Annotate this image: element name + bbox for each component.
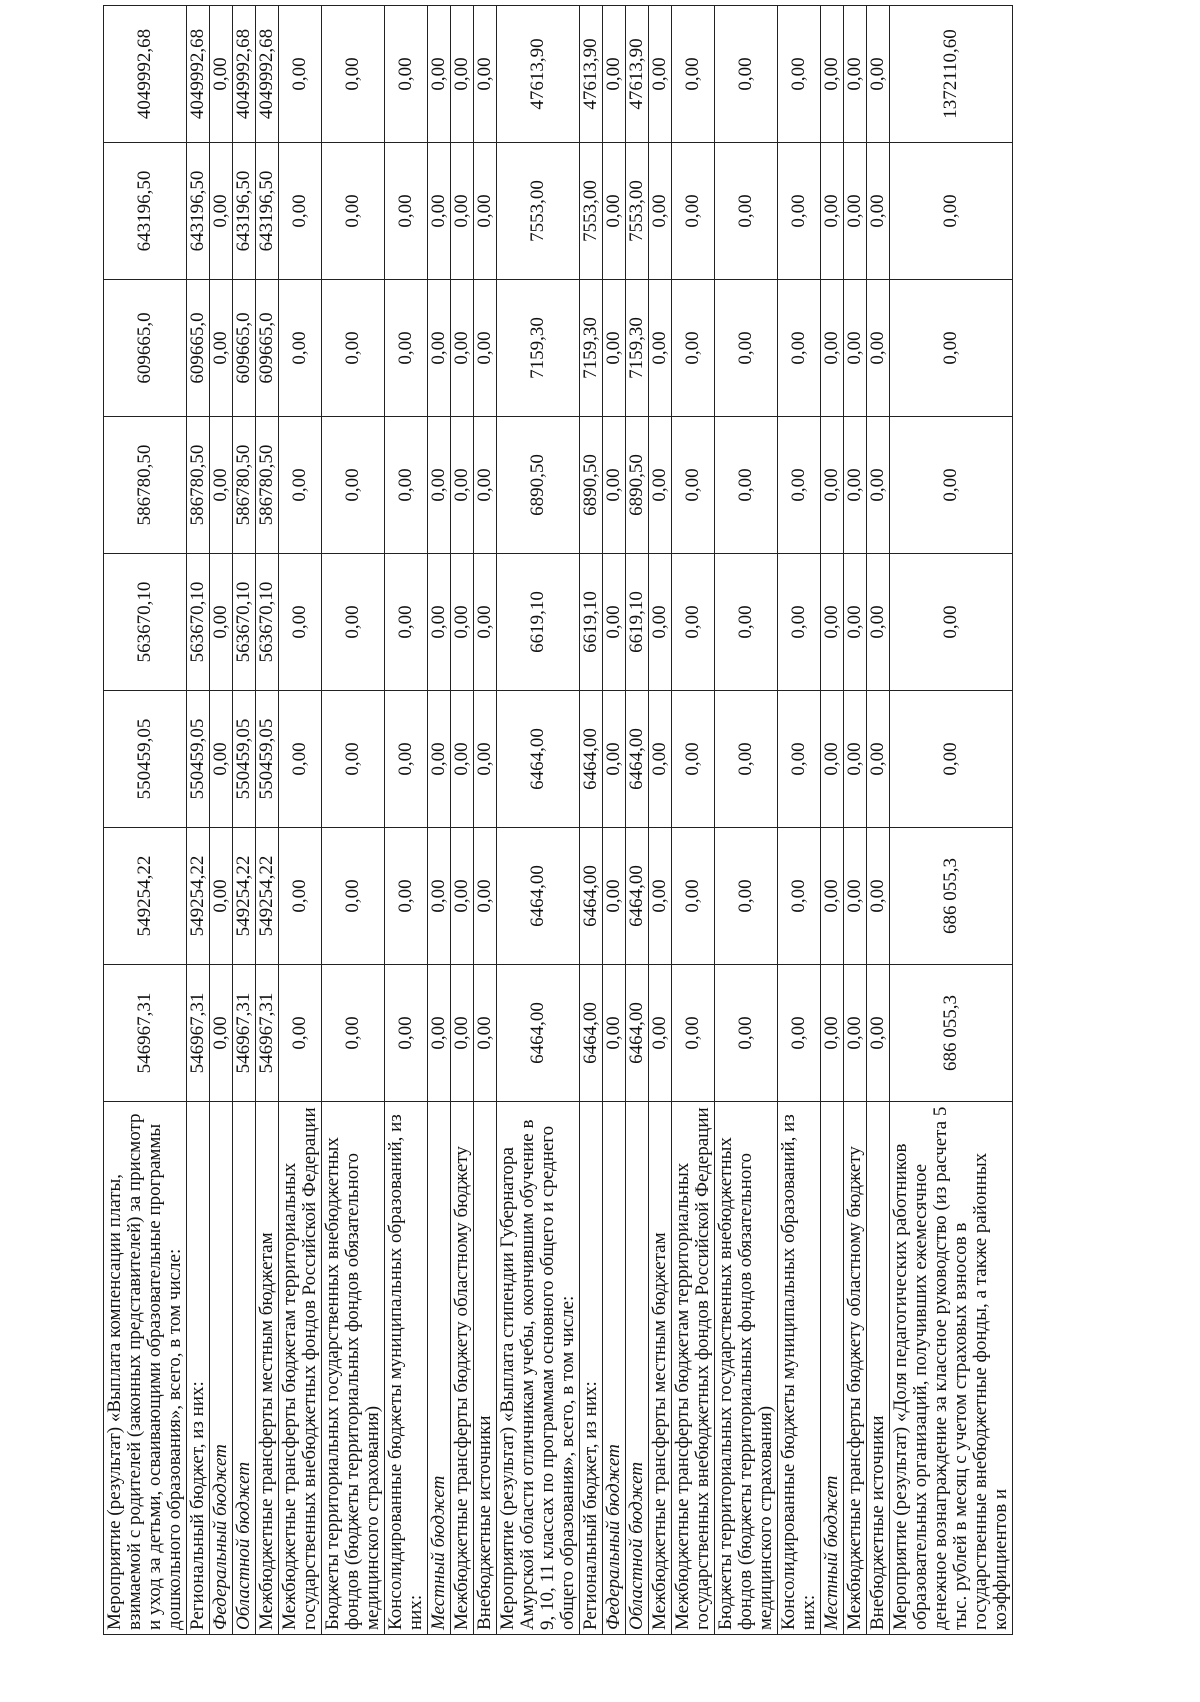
value-cell: 0,00 <box>844 6 867 143</box>
value-cell: 563670,10 <box>233 554 256 691</box>
value-cell: 6464,00 <box>626 828 649 965</box>
value-cell: 0,00 <box>844 828 867 965</box>
value-cell: 0,00 <box>428 417 451 554</box>
value-cell: 549254,22 <box>104 828 187 965</box>
table-row <box>428 6 451 1635</box>
value-cell: 0,00 <box>474 828 497 965</box>
value-cell: 563670,10 <box>104 554 187 691</box>
value-cell: 0,00 <box>890 554 1013 691</box>
value-cell: 0,00 <box>867 6 890 143</box>
value-cell: 47613,90 <box>626 6 649 143</box>
value-cell: 0,00 <box>210 965 233 1102</box>
value-cell: 0,00 <box>428 554 451 691</box>
table-row <box>715 6 778 1635</box>
value-cell: 0,00 <box>649 691 672 828</box>
value-cell: 0,00 <box>890 143 1013 280</box>
value-cell: 0,00 <box>821 6 844 143</box>
value-cell: 0,00 <box>672 691 715 828</box>
value-cell: 0,00 <box>474 6 497 143</box>
table-row <box>890 6 1013 1635</box>
row-label: Консолидированные бюджеты муниципальных образований, из них: <box>385 1102 428 1635</box>
value-cell: 0,00 <box>821 417 844 554</box>
table-row <box>844 6 867 1635</box>
value-cell: 0,00 <box>672 417 715 554</box>
value-cell: 7159,30 <box>626 280 649 417</box>
row-label: Межбюджетные трансферты бюджетам территориальных государственных внебюджетных фондов Российской Федерации <box>279 1102 322 1635</box>
value-cell: 0,00 <box>451 691 474 828</box>
value-cell: 0,00 <box>210 143 233 280</box>
value-cell: 6464,00 <box>497 828 580 965</box>
row-label: Межбюджетные трансферты местным бюджетам <box>649 1102 672 1635</box>
value-cell: 0,00 <box>778 6 821 143</box>
value-cell: 0,00 <box>867 691 890 828</box>
value-cell: 546967,31 <box>187 965 210 1102</box>
value-cell: 0,00 <box>210 691 233 828</box>
value-cell: 0,00 <box>210 417 233 554</box>
row-label: Внебюджетные источники <box>474 1102 497 1635</box>
row-label: Межбюджетные трансферты бюджетам территориальных государственных внебюджетных фондов Российской Федерации <box>672 1102 715 1635</box>
row-label: Бюджеты территориальных государственных внебюджетных фондов (бюджеты территориальных фондов обязательного медицинского страхования) <box>715 1102 778 1635</box>
row-label: Мероприятие (результат) «Доля педагогических работников образовательных организаций, получивших ежемесячное денежное вознаграждение за классное руководство (из расчета 5 тыс. рублей в месяц с учетом страховых взносов в государственные внебюджетные фонды, а также районных коэффициентов и <box>890 1102 1013 1635</box>
value-cell: 0,00 <box>322 691 385 828</box>
value-cell: 47613,90 <box>580 6 603 143</box>
value-cell: 0,00 <box>474 965 497 1102</box>
table-row <box>279 6 322 1635</box>
value-cell: 0,00 <box>451 6 474 143</box>
value-cell: 0,00 <box>867 828 890 965</box>
value-cell: 0,00 <box>649 143 672 280</box>
value-cell: 0,00 <box>821 828 844 965</box>
value-cell: 546967,31 <box>233 965 256 1102</box>
value-cell: 7553,00 <box>580 143 603 280</box>
row-label: Федеральный бюджет <box>210 1102 233 1635</box>
value-cell: 563670,10 <box>187 554 210 691</box>
row-label: Областной бюджет <box>626 1102 649 1635</box>
table-row <box>672 6 715 1635</box>
row-label: Межбюджетные трансферты бюджету областному бюджету <box>451 1102 474 1635</box>
value-cell: 0,00 <box>603 143 626 280</box>
value-cell: 0,00 <box>715 691 778 828</box>
value-cell: 0,00 <box>672 965 715 1102</box>
value-cell: 0,00 <box>322 143 385 280</box>
value-cell: 0,00 <box>279 417 322 554</box>
value-cell: 6619,10 <box>626 554 649 691</box>
table-row <box>233 6 256 1635</box>
value-cell: 4049992,68 <box>256 6 279 143</box>
value-cell: 550459,05 <box>256 691 279 828</box>
value-cell: 586780,50 <box>187 417 210 554</box>
row-label: Региональный бюджет, из них: <box>187 1102 210 1635</box>
value-cell: 0,00 <box>322 417 385 554</box>
value-cell: 4049992,68 <box>233 6 256 143</box>
value-cell: 0,00 <box>474 143 497 280</box>
row-label: Региональный бюджет, из них: <box>580 1102 603 1635</box>
value-cell: 0,00 <box>649 417 672 554</box>
value-cell: 0,00 <box>778 143 821 280</box>
value-cell: 0,00 <box>428 6 451 143</box>
row-label: Мероприятие (результат) «Выплата стипендии Губернатора Амурской области отличникам учебы, окончившим обучение в 9, 10, 11 классах по программам основного общего и среднего общего образования», всего, в том числе: <box>497 1102 580 1635</box>
value-cell: 0,00 <box>322 828 385 965</box>
row-label: Федеральный бюджет <box>603 1102 626 1635</box>
value-cell: 0,00 <box>867 417 890 554</box>
value-cell: 0,00 <box>210 6 233 143</box>
value-cell: 0,00 <box>844 280 867 417</box>
value-cell: 0,00 <box>672 554 715 691</box>
value-cell: 0,00 <box>649 828 672 965</box>
value-cell: 0,00 <box>890 280 1013 417</box>
value-cell: 0,00 <box>279 554 322 691</box>
value-cell: 609665,0 <box>104 280 187 417</box>
value-cell: 0,00 <box>715 965 778 1102</box>
value-cell: 4049992,68 <box>187 6 210 143</box>
value-cell: 0,00 <box>428 143 451 280</box>
value-cell: 0,00 <box>649 965 672 1102</box>
value-cell: 643196,50 <box>187 143 210 280</box>
value-cell: 550459,05 <box>104 691 187 828</box>
value-cell: 0,00 <box>279 691 322 828</box>
value-cell: 643196,50 <box>256 143 279 280</box>
value-cell: 0,00 <box>210 554 233 691</box>
value-cell: 609665,0 <box>256 280 279 417</box>
row-label: Межбюджетные трансферты местным бюджетам <box>256 1102 279 1635</box>
value-cell: 0,00 <box>210 280 233 417</box>
value-cell: 609665,0 <box>187 280 210 417</box>
value-cell: 4049992,68 <box>104 6 187 143</box>
value-cell: 6464,00 <box>626 691 649 828</box>
value-cell: 0,00 <box>672 280 715 417</box>
value-cell: 0,00 <box>890 691 1013 828</box>
value-cell: 550459,05 <box>233 691 256 828</box>
value-cell: 6890,50 <box>580 417 603 554</box>
value-cell: 0,00 <box>428 965 451 1102</box>
value-cell: 0,00 <box>844 417 867 554</box>
value-cell: 0,00 <box>649 554 672 691</box>
row-label: Областной бюджет <box>233 1102 256 1635</box>
value-cell: 563670,10 <box>256 554 279 691</box>
value-cell: 549254,22 <box>256 828 279 965</box>
value-cell: 0,00 <box>603 828 626 965</box>
value-cell: 1372110,60 <box>890 6 1013 143</box>
value-cell: 0,00 <box>844 143 867 280</box>
row-label: Консолидированные бюджеты муниципальных образований, из них: <box>778 1102 821 1635</box>
value-cell: 643196,50 <box>104 143 187 280</box>
value-cell: 0,00 <box>322 6 385 143</box>
table-row <box>649 6 672 1635</box>
value-cell: 6464,00 <box>626 965 649 1102</box>
value-cell: 0,00 <box>385 828 428 965</box>
table-row <box>104 6 187 1635</box>
value-cell: 0,00 <box>322 965 385 1102</box>
value-cell: 0,00 <box>867 143 890 280</box>
value-cell: 0,00 <box>385 691 428 828</box>
value-cell: 0,00 <box>474 417 497 554</box>
table-row <box>778 6 821 1635</box>
value-cell: 0,00 <box>385 143 428 280</box>
value-cell: 0,00 <box>778 691 821 828</box>
value-cell: 0,00 <box>603 417 626 554</box>
value-cell: 0,00 <box>844 554 867 691</box>
value-cell: 0,00 <box>867 554 890 691</box>
table-row <box>603 6 626 1635</box>
value-cell: 0,00 <box>821 691 844 828</box>
value-cell: 0,00 <box>649 6 672 143</box>
value-cell: 0,00 <box>890 417 1013 554</box>
value-cell: 0,00 <box>603 554 626 691</box>
value-cell: 0,00 <box>428 828 451 965</box>
value-cell: 0,00 <box>474 280 497 417</box>
table-row <box>821 6 844 1635</box>
value-cell: 7553,00 <box>626 143 649 280</box>
value-cell: 0,00 <box>672 828 715 965</box>
value-cell: 0,00 <box>279 280 322 417</box>
value-cell: 0,00 <box>451 280 474 417</box>
value-cell: 0,00 <box>428 280 451 417</box>
value-cell: 609665,0 <box>233 280 256 417</box>
value-cell: 0,00 <box>279 6 322 143</box>
value-cell: 6464,00 <box>580 691 603 828</box>
value-cell: 0,00 <box>672 143 715 280</box>
value-cell: 6464,00 <box>580 965 603 1102</box>
table-row <box>626 6 649 1635</box>
value-cell: 0,00 <box>778 417 821 554</box>
value-cell: 0,00 <box>778 828 821 965</box>
value-cell: 0,00 <box>649 280 672 417</box>
value-cell: 0,00 <box>451 554 474 691</box>
value-cell: 0,00 <box>715 554 778 691</box>
value-cell: 6464,00 <box>497 691 580 828</box>
row-label: Мероприятие (результат) «Выплата компенсации платы, взимаемой с родителей (законных представителей) за присмотр и уход за детьми, осваивающими образовательные программы дошкольного образования», всего, в том числе: <box>104 1102 187 1635</box>
value-cell: 0,00 <box>715 828 778 965</box>
value-cell: 6619,10 <box>497 554 580 691</box>
value-cell: 6890,50 <box>626 417 649 554</box>
value-cell: 0,00 <box>778 554 821 691</box>
value-cell: 0,00 <box>428 691 451 828</box>
value-cell: 546967,31 <box>256 965 279 1102</box>
row-label: Местный бюджет <box>821 1102 844 1635</box>
value-cell: 6464,00 <box>497 965 580 1102</box>
value-cell: 0,00 <box>603 965 626 1102</box>
table-row <box>210 6 233 1635</box>
value-cell: 0,00 <box>451 417 474 554</box>
value-cell: 0,00 <box>322 554 385 691</box>
value-cell: 0,00 <box>279 965 322 1102</box>
value-cell: 0,00 <box>474 691 497 828</box>
value-cell: 549254,22 <box>187 828 210 965</box>
value-cell: 0,00 <box>821 280 844 417</box>
row-label: Бюджеты территориальных государственных внебюджетных фондов (бюджеты территориальных фондов обязательного медицинского страхования) <box>322 1102 385 1635</box>
value-cell: 0,00 <box>385 6 428 143</box>
table-row <box>497 6 580 1635</box>
value-cell: 0,00 <box>603 280 626 417</box>
table-row <box>451 6 474 1635</box>
value-cell: 0,00 <box>451 965 474 1102</box>
value-cell: 0,00 <box>474 554 497 691</box>
value-cell: 0,00 <box>844 965 867 1102</box>
value-cell: 0,00 <box>279 143 322 280</box>
value-cell: 0,00 <box>385 280 428 417</box>
value-cell: 6464,00 <box>580 828 603 965</box>
value-cell: 643196,50 <box>233 143 256 280</box>
value-cell: 550459,05 <box>187 691 210 828</box>
rotated-sheet <box>103 28 1193 1635</box>
value-cell: 0,00 <box>385 554 428 691</box>
value-cell: 6890,50 <box>497 417 580 554</box>
row-label: Внебюджетные источники <box>867 1102 890 1635</box>
value-cell: 0,00 <box>279 828 322 965</box>
table-row <box>474 6 497 1635</box>
value-cell: 6619,10 <box>580 554 603 691</box>
value-cell: 0,00 <box>821 143 844 280</box>
table-row <box>187 6 210 1635</box>
table-row <box>322 6 385 1635</box>
value-cell: 7159,30 <box>580 280 603 417</box>
value-cell: 686 055,3 <box>890 828 1013 965</box>
value-cell: 0,00 <box>385 965 428 1102</box>
table-row <box>256 6 279 1635</box>
table-row <box>385 6 428 1635</box>
table-row <box>867 6 890 1635</box>
value-cell: 0,00 <box>778 280 821 417</box>
value-cell: 0,00 <box>385 417 428 554</box>
value-cell: 0,00 <box>821 965 844 1102</box>
value-cell: 586780,50 <box>104 417 187 554</box>
value-cell: 546967,31 <box>104 965 187 1102</box>
value-cell: 686 055,3 <box>890 965 1013 1102</box>
value-cell: 0,00 <box>603 691 626 828</box>
value-cell: 586780,50 <box>256 417 279 554</box>
value-cell: 0,00 <box>715 417 778 554</box>
value-cell: 0,00 <box>322 280 385 417</box>
value-cell: 7159,30 <box>497 280 580 417</box>
table-row <box>580 6 603 1635</box>
value-cell: 0,00 <box>778 965 821 1102</box>
value-cell: 47613,90 <box>497 6 580 143</box>
document-page <box>103 28 1193 1635</box>
value-cell: 0,00 <box>603 6 626 143</box>
value-cell: 0,00 <box>715 6 778 143</box>
value-cell: 0,00 <box>867 965 890 1102</box>
value-cell: 0,00 <box>821 554 844 691</box>
value-cell: 0,00 <box>451 828 474 965</box>
value-cell: 0,00 <box>867 280 890 417</box>
value-cell: 0,00 <box>210 828 233 965</box>
value-cell: 7553,00 <box>497 143 580 280</box>
budget-table <box>103 5 1013 1635</box>
value-cell: 0,00 <box>844 691 867 828</box>
value-cell: 0,00 <box>451 143 474 280</box>
value-cell: 0,00 <box>715 143 778 280</box>
value-cell: 0,00 <box>672 6 715 143</box>
row-label: Межбюджетные трансферты бюджету областному бюджету <box>844 1102 867 1635</box>
value-cell: 549254,22 <box>233 828 256 965</box>
value-cell: 586780,50 <box>233 417 256 554</box>
row-label: Местный бюджет <box>428 1102 451 1635</box>
value-cell: 0,00 <box>715 280 778 417</box>
